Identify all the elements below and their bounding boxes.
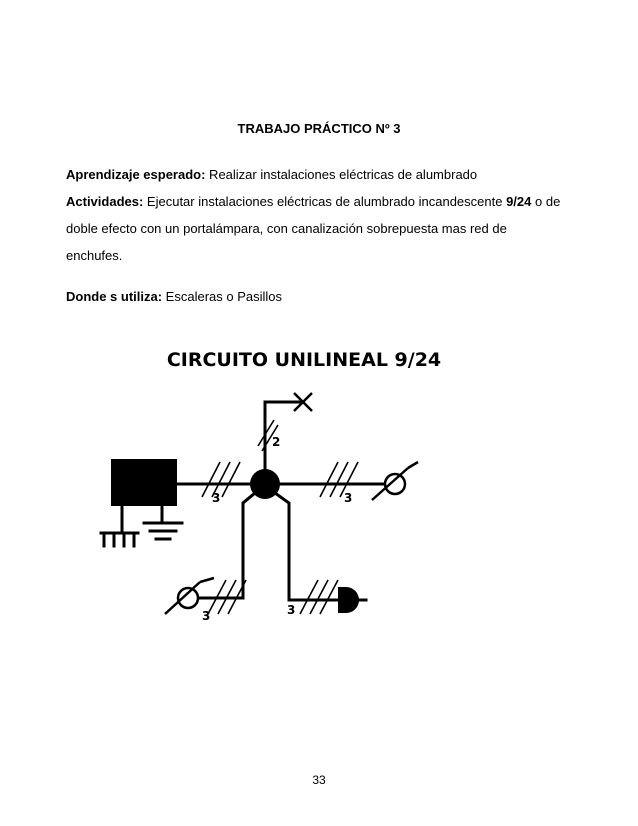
activities-text-1: Ejecutar instalaciones eléctricas de alumbrado incandescente: [143, 194, 507, 209]
label-bottom-left: 3: [202, 609, 211, 623]
activities-code: 9/24: [506, 194, 532, 209]
tick-right-a: [320, 462, 338, 497]
wire-junction-down-right: [275, 493, 338, 600]
tick-br-c: [320, 580, 338, 614]
distribution-panel: [111, 459, 177, 506]
activities-text-2: o de: [531, 194, 561, 209]
label-bottom-right: 3: [287, 603, 296, 617]
diagram-title: CIRCUITO UNILINEAL 9/24: [166, 349, 442, 371]
activities-line-3: enchufes.: [66, 248, 123, 263]
tick-br-a: [300, 580, 318, 614]
label-top: 2: [272, 435, 281, 449]
wire-junction-down-left: [200, 493, 255, 598]
page-number: 33: [312, 773, 326, 787]
usage-text: Escaleras o Pasillos: [162, 289, 283, 304]
tick-left-c: [222, 462, 240, 497]
tick-br-b: [310, 580, 328, 614]
activities-line-2: doble efecto con un portalámpara, con canalización sobrepuesta mas red de: [66, 221, 507, 236]
outlet-icon: [338, 587, 359, 613]
page-title: TRABAJO PRÁCTICO Nº 3: [237, 121, 401, 136]
activities-label: Actividades:: [66, 194, 144, 209]
label-right: 3: [344, 491, 353, 505]
label-left: 3: [212, 491, 221, 505]
usage-label: Donde s utiliza:: [66, 289, 163, 304]
learning-text: Realizar instalaciones eléctricas de alumbrado: [205, 167, 478, 182]
switch-right-icon: [372, 462, 418, 500]
learning-label: Aprendizaje esperado:: [66, 167, 206, 182]
junction-box: [250, 469, 280, 499]
